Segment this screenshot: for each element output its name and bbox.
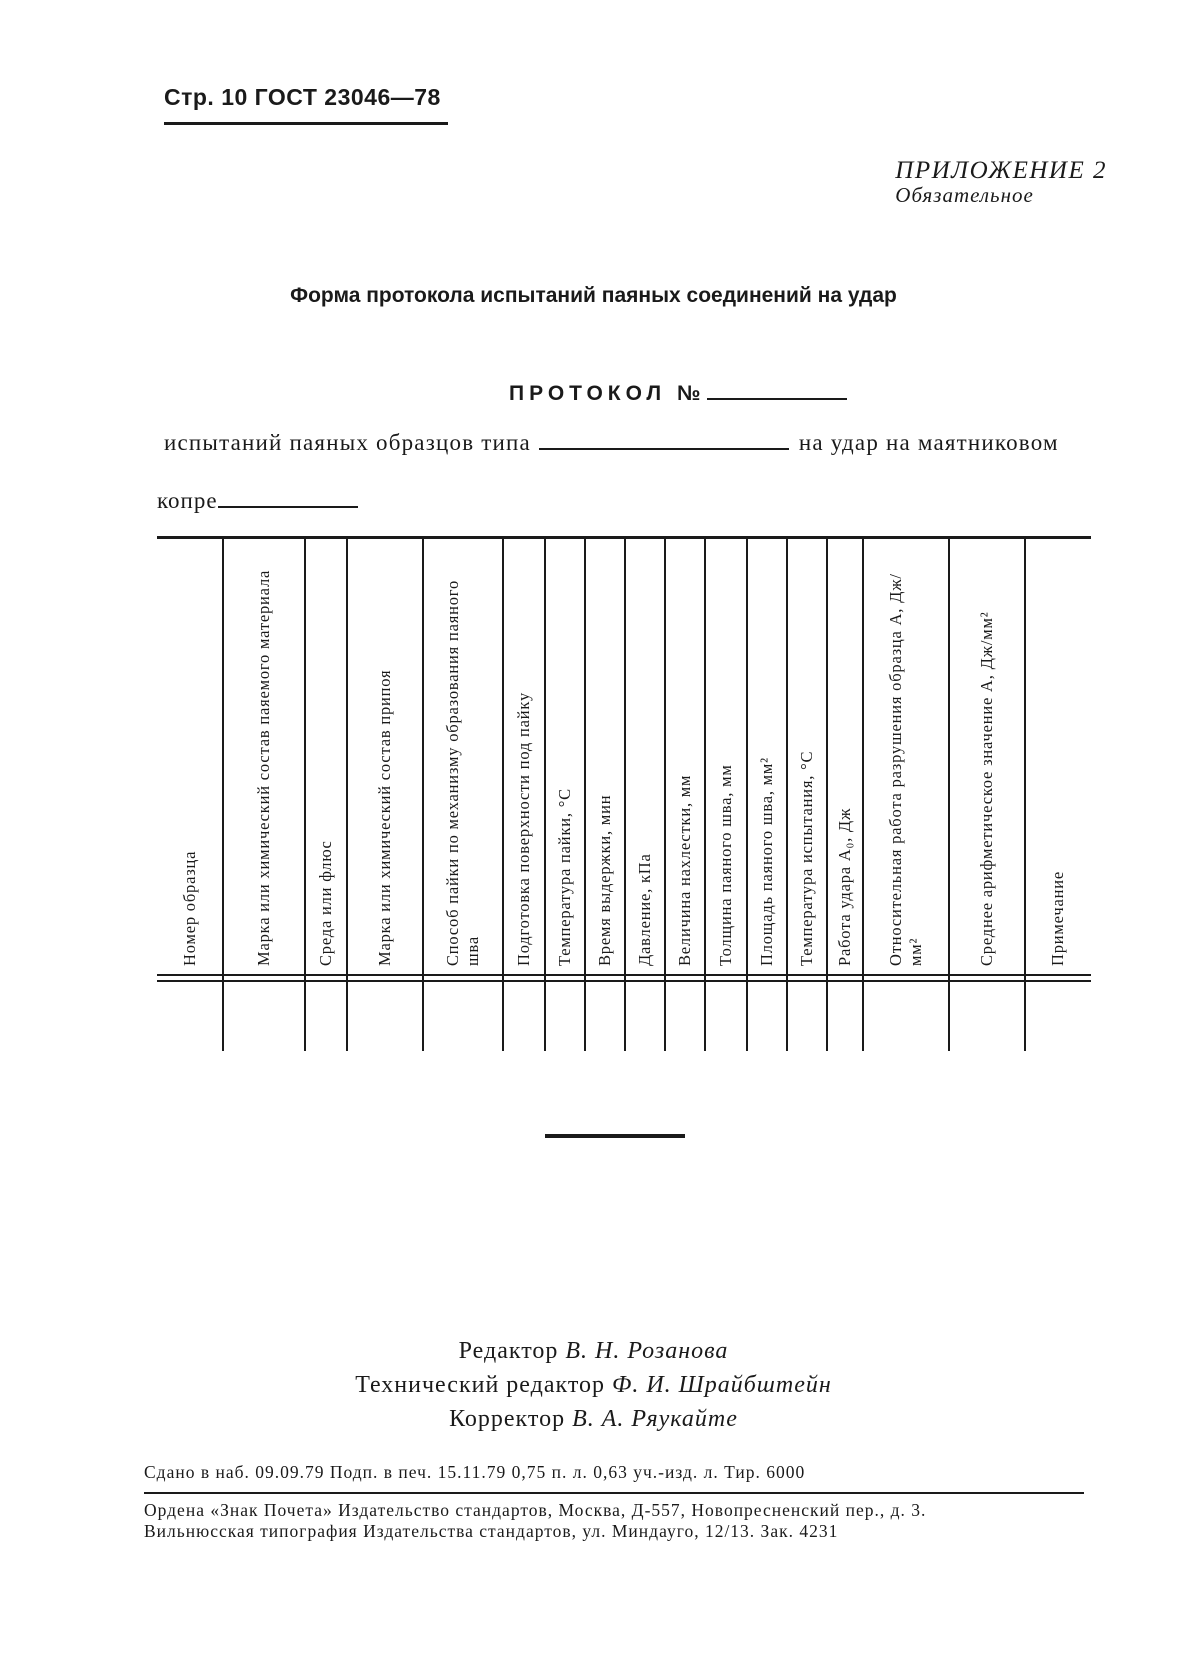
tech-editor-line [0,1368,1187,1402]
page-code: Стр. 10 ГОСТ 23046—78 [164,84,441,110]
corrector-line [0,1402,1187,1436]
column-divider [584,539,586,1051]
column-divider [1024,539,1026,1051]
appendix-block [895,157,1107,208]
column-header [545,540,585,972]
column-header [503,540,545,972]
column-divider [704,539,706,1051]
column-header-label: Работа удара A₀, Дж [835,807,854,966]
column-divider [502,539,504,1051]
column-header-label: Толщина паяного шва, мм [716,764,735,966]
tech-editor-label: Технический редактор [355,1372,606,1398]
sample-type-blank [539,428,789,450]
protocol-line-2 [157,486,358,514]
column-header [423,540,503,972]
column-divider [222,539,224,1051]
appendix-status: Обязательное [895,183,1034,207]
line1-end: на удар на маятниковом [798,430,1059,455]
column-divider [304,539,306,1051]
column-header-label: Примечание [1048,871,1067,966]
protocol-table [157,536,1091,1056]
column-header-label: Номер образца [180,850,199,966]
form-title: Форма протокола испытаний паяных соединений на удар [290,284,897,307]
imprint-rule [144,1492,1084,1494]
column-header-label: Марка или химический состав припоя [375,669,394,966]
line1-start: испытаний паяных образцов типа [164,430,531,455]
column-header-label: Температура испытания, °С [797,750,816,966]
column-header-label: Марка или химический состав паяемого материала [254,569,273,966]
header-rule [164,122,448,125]
column-header [1025,540,1091,972]
column-divider [786,539,788,1051]
column-header [305,540,347,972]
column-header-label: Среднее арифметическое значение A, Дж/мм² [977,611,996,966]
column-header [787,540,827,972]
corrector-name: В. А. Ряукайте [572,1406,738,1432]
imprint-line-2: Ордена «Знак Почета» Издательство стандартов, Москва, Д-557, Новопресненский пер., д. 3. [144,1500,927,1520]
column-header-label: Величина нахлестки, мм [675,774,694,966]
column-divider [422,539,424,1051]
column-header [827,540,863,972]
column-divider [544,539,546,1051]
column-header [747,540,787,972]
column-divider [664,539,666,1051]
corrector-label: Корректор [449,1406,566,1432]
editor-label: Редактор [458,1338,559,1364]
protocol-line-1 [164,428,1059,456]
column-header [157,540,223,972]
column-divider [826,539,828,1051]
protocol-label: ПРОТОКОЛ № [509,382,706,405]
column-header-label: Температура пайки, °С [555,788,574,966]
column-header-label: Способ пайки по механизму образования паяного шва [443,579,482,966]
protocol-number-blank [707,380,847,400]
column-header-label: Давление, кПа [635,853,654,966]
column-header-label: Площадь паяного шва, мм² [757,757,776,966]
column-divider [624,539,626,1051]
column-header [625,540,665,972]
column-header [665,540,705,972]
column-header [223,540,305,972]
editor-line [0,1334,1187,1368]
column-divider [346,539,348,1051]
tech-editor-name: Ф. И. Шрайбштейн [612,1372,832,1398]
column-header [949,540,1025,972]
column-header [863,540,949,972]
column-divider [862,539,864,1051]
editor-name: В. Н. Розанова [565,1338,729,1364]
column-divider [746,539,748,1051]
imprint-block [144,1500,926,1542]
imprint-line-3: Вильнюсская типография Издательства стандартов, ул. Миндауго, 12/13. Зак. 4231 [144,1521,839,1541]
column-header-label: Относительная работа разрушения образца A, Дж/мм² [886,573,925,966]
credits [0,1334,1187,1436]
column-divider [948,539,950,1051]
pendulum-blank [218,486,358,508]
column-header [705,540,747,972]
imprint-line-1: Сдано в наб. 09.09.79 Подп. в печ. 15.11.79 0,75 п. л. 0,63 уч.-изд. л. Тир. 6000 [144,1462,806,1482]
column-header [347,540,423,972]
appendix-title: ПРИЛОЖЕНИЕ 2 [895,157,1107,184]
column-header-label: Время выдержки, мин [595,794,614,966]
section-separator [545,1134,685,1138]
protocol-heading [509,380,847,406]
line2-start: копре [157,488,218,513]
column-header-label: Среда или флюс [316,840,335,966]
column-header [585,540,625,972]
column-header-label: Подготовка поверхности под пайку [514,691,533,966]
